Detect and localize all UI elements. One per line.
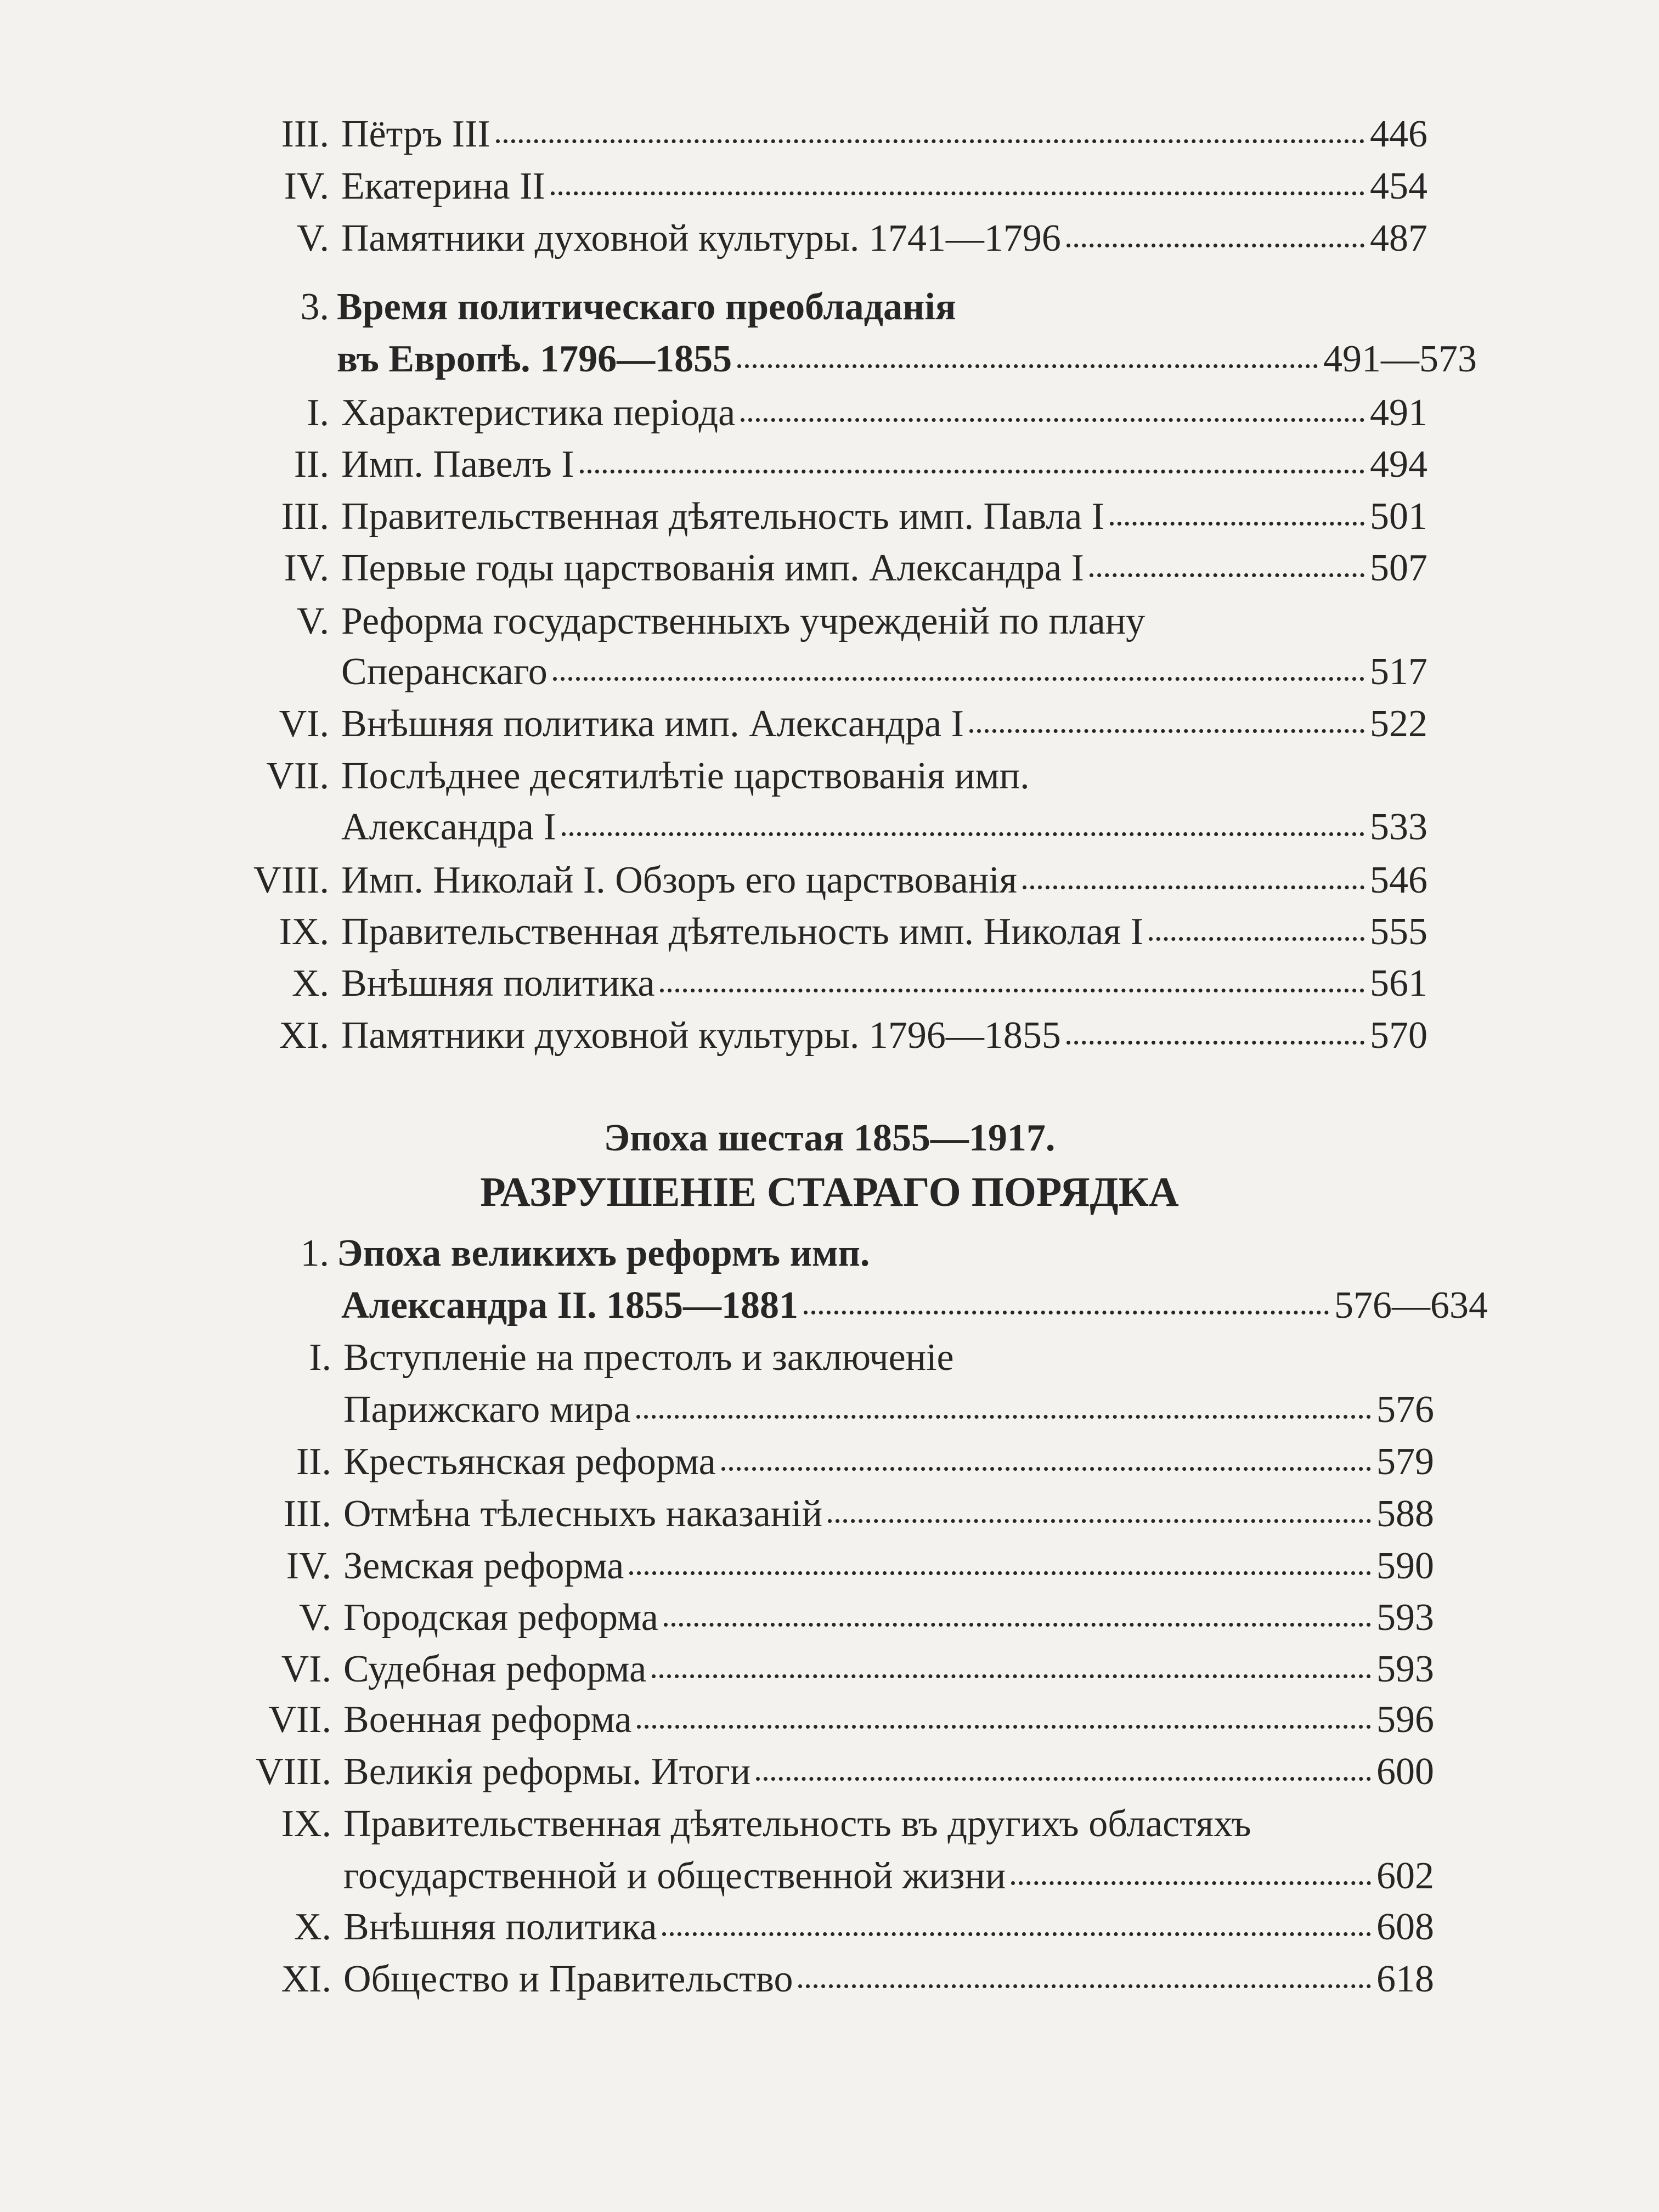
toc-entry — [230, 394, 1427, 432]
toc-entry — [233, 1701, 1434, 1739]
dot-leader — [662, 1932, 1371, 1936]
toc-entry — [233, 1753, 1434, 1791]
entry-number: III. — [283, 1493, 331, 1535]
toc-entry — [230, 219, 1427, 258]
entry-page: 487 — [1370, 217, 1427, 259]
dot-leader — [1110, 522, 1364, 526]
entry-number: VIII. — [256, 1751, 331, 1793]
entry-number: IV. — [284, 165, 329, 207]
entry-number: I. — [307, 392, 329, 434]
entry-title: Имп. Николай I. Обзоръ его царствованія — [341, 859, 1017, 901]
toc-entry — [230, 1014, 1427, 1057]
entry-number: III. — [281, 495, 329, 538]
toc-entry — [233, 1650, 1434, 1689]
toc-entry — [233, 1908, 1434, 1946]
dot-leader — [1149, 937, 1364, 941]
section-heading-cont — [337, 340, 1477, 379]
entry-number: II. — [294, 443, 329, 486]
toc-entry — [230, 861, 1427, 900]
toc-entry — [230, 705, 1427, 743]
entry-page: 494 — [1370, 443, 1427, 486]
entry-page: 507 — [1370, 547, 1427, 589]
entry-number: III. — [281, 113, 329, 155]
dot-leader — [660, 989, 1364, 992]
entry-number: V. — [296, 217, 329, 259]
toc-entry-cont — [343, 1391, 1434, 1429]
entry-title: Правительственная дѣятельность въ другихъ областяхъ — [343, 1803, 1251, 1845]
dot-leader — [1023, 885, 1364, 889]
entry-title: Послѣднее десятилѣтіе царствованія имп. — [341, 755, 1030, 797]
entry-title: Пётръ III — [341, 113, 490, 155]
epoch-title: РАЗРУШЕНІЕ СТАРАГО ПОРЯДКА — [480, 1169, 1179, 1215]
entry-title: Общество и Правительство — [343, 1958, 793, 2000]
toc-entry — [230, 115, 1427, 154]
entry-page: 570 — [1370, 1014, 1427, 1057]
entry-page: 608 — [1376, 1906, 1434, 1948]
toc-entry — [233, 1336, 1434, 1379]
entry-title: Имп. Павелъ I — [341, 443, 574, 486]
entry-page: 593 — [1376, 1596, 1434, 1639]
entry-title: Правительственная дѣятельность имп. Павла I — [341, 495, 1105, 538]
entry-page: 618 — [1376, 1958, 1434, 2000]
dot-leader — [1090, 573, 1364, 577]
entry-title-cont: Сперанскаго — [341, 651, 548, 693]
toc-entry — [233, 1805, 1434, 1843]
dot-leader — [553, 677, 1364, 681]
section-heading — [208, 288, 1470, 326]
dot-leader — [969, 729, 1364, 733]
dot-leader — [664, 1623, 1371, 1627]
entry-title: Вступленіе на престолъ и заключеніе — [343, 1336, 954, 1379]
toc-entry — [233, 1495, 1434, 1533]
entry-title: Памятники духовной культуры. 1796—1855 — [341, 1014, 1061, 1057]
toc-entry — [230, 602, 1427, 641]
toc-entry — [230, 913, 1427, 951]
entry-number: VI. — [281, 1648, 331, 1690]
dot-leader — [551, 191, 1364, 195]
entry-page: 491 — [1370, 392, 1427, 434]
toc-entry — [230, 549, 1427, 588]
toc-entry — [230, 495, 1427, 538]
dot-leader — [737, 364, 1318, 368]
dot-leader — [828, 1519, 1371, 1523]
entry-number: II. — [296, 1441, 331, 1483]
dot-leader — [1066, 244, 1364, 247]
entry-number: XI. — [281, 1958, 331, 2000]
section-title: Эпоха великихъ реформъ имп. — [337, 1232, 870, 1274]
entry-title: Земская реформа — [343, 1545, 624, 1587]
dot-leader — [1066, 1041, 1364, 1045]
entry-title: Правительственная дѣятельность имп. Николая I — [341, 911, 1144, 953]
dot-leader — [562, 832, 1364, 836]
entry-page: 561 — [1370, 962, 1427, 1005]
entry-number: VII. — [268, 1699, 331, 1741]
entry-title: Судебная реформа — [343, 1648, 647, 1690]
section-title: Александра II. 1855—1881 — [341, 1284, 799, 1327]
entry-page: 517 — [1370, 651, 1427, 693]
dot-leader — [580, 470, 1364, 473]
entry-title: Военная реформа — [343, 1699, 632, 1741]
entry-page: 555 — [1370, 911, 1427, 953]
toc-entry — [233, 1596, 1434, 1639]
entry-title: Городская реформа — [343, 1596, 658, 1639]
entry-number: IX. — [279, 911, 329, 953]
section-number: 1. — [300, 1232, 329, 1274]
entry-number: IV. — [284, 547, 329, 589]
entry-page: 590 — [1376, 1545, 1434, 1587]
toc-entry-cont — [341, 653, 1427, 691]
entry-number: X. — [294, 1906, 331, 1948]
dot-leader — [637, 1725, 1371, 1729]
epoch-subtitle: Эпоха шестая 1855—1917. — [603, 1117, 1056, 1159]
section-title: въ Европѣ. 1796—1855 — [337, 338, 732, 380]
section-title: Время политическаго преобладанія — [337, 286, 956, 328]
entry-page: 454 — [1370, 165, 1427, 207]
dot-leader — [804, 1311, 1329, 1314]
entry-title: Памятники духовной культуры. 1741—1796 — [341, 217, 1061, 259]
section-heading-cont — [341, 1286, 1488, 1325]
toc-entry — [230, 757, 1427, 795]
toc-entry — [233, 1547, 1434, 1585]
entry-title: Великія реформы. Итоги — [343, 1751, 751, 1793]
dot-leader — [1011, 1881, 1371, 1885]
toc-entry — [233, 1960, 1434, 1999]
entry-page: 522 — [1370, 703, 1427, 745]
entry-number: VI. — [279, 703, 329, 745]
entry-number: V. — [296, 600, 329, 642]
entry-number: IX. — [281, 1803, 331, 1845]
entry-title: Екатерина II — [341, 165, 545, 207]
dot-leader — [652, 1674, 1371, 1678]
entry-title: Первые годы царствованія имп. Александра I — [341, 547, 1084, 589]
entry-number: VIII. — [253, 859, 329, 901]
toc-entry — [230, 167, 1427, 206]
entry-title: Крестьянская реформа — [343, 1441, 716, 1483]
entry-number: I. — [309, 1336, 331, 1379]
dot-leader — [721, 1467, 1371, 1471]
entry-number: IV. — [286, 1545, 331, 1587]
entry-page: 600 — [1376, 1751, 1434, 1793]
dot-leader — [629, 1571, 1371, 1575]
section-heading — [208, 1234, 1470, 1273]
toc-entry — [230, 445, 1427, 484]
dot-leader — [496, 139, 1364, 143]
entry-page: 576 — [1376, 1389, 1434, 1431]
entry-page: 588 — [1376, 1493, 1434, 1535]
entry-page: 593 — [1376, 1648, 1434, 1690]
section-pages: 576—634 — [1334, 1284, 1488, 1327]
toc-entry-cont — [341, 808, 1427, 847]
toc-entry — [230, 964, 1427, 1003]
entry-number: V. — [298, 1596, 331, 1639]
entry-page: 501 — [1370, 495, 1427, 538]
entry-title: Характеристика періода — [341, 392, 736, 434]
toc-entry-cont — [343, 1857, 1434, 1895]
dot-leader — [636, 1415, 1371, 1419]
entry-title-cont: Александра I — [341, 806, 556, 848]
entry-title: Внѣшняя политика — [341, 962, 655, 1005]
dot-leader — [798, 1984, 1371, 1988]
section-number: 3. — [300, 286, 329, 328]
entry-title-cont: государственной и общественной жизни — [343, 1855, 1006, 1897]
toc-entry — [233, 1443, 1434, 1481]
section-pages: 491—573 — [1323, 338, 1477, 380]
entry-number: X. — [291, 962, 329, 1005]
entry-page: 602 — [1376, 1855, 1434, 1897]
dot-leader — [741, 418, 1364, 422]
entry-page: 596 — [1376, 1699, 1434, 1741]
entry-page: 533 — [1370, 806, 1427, 848]
entry-title: Внѣшняя политика имп. Александра I — [341, 703, 964, 745]
entry-title: Реформа государственныхъ учрежденій по плану — [341, 600, 1146, 642]
dot-leader — [756, 1777, 1371, 1781]
entry-page: 579 — [1376, 1441, 1434, 1483]
entry-page: 546 — [1370, 859, 1427, 901]
entry-number: VII. — [266, 755, 329, 797]
entry-title-cont: Парижскаго мира — [343, 1389, 631, 1431]
entry-page: 446 — [1370, 113, 1427, 155]
entry-title: Отмѣна тѣлесныхъ наказаній — [343, 1493, 823, 1535]
entry-number: XI. — [279, 1014, 329, 1057]
entry-title: Внѣшняя политика — [343, 1906, 657, 1948]
